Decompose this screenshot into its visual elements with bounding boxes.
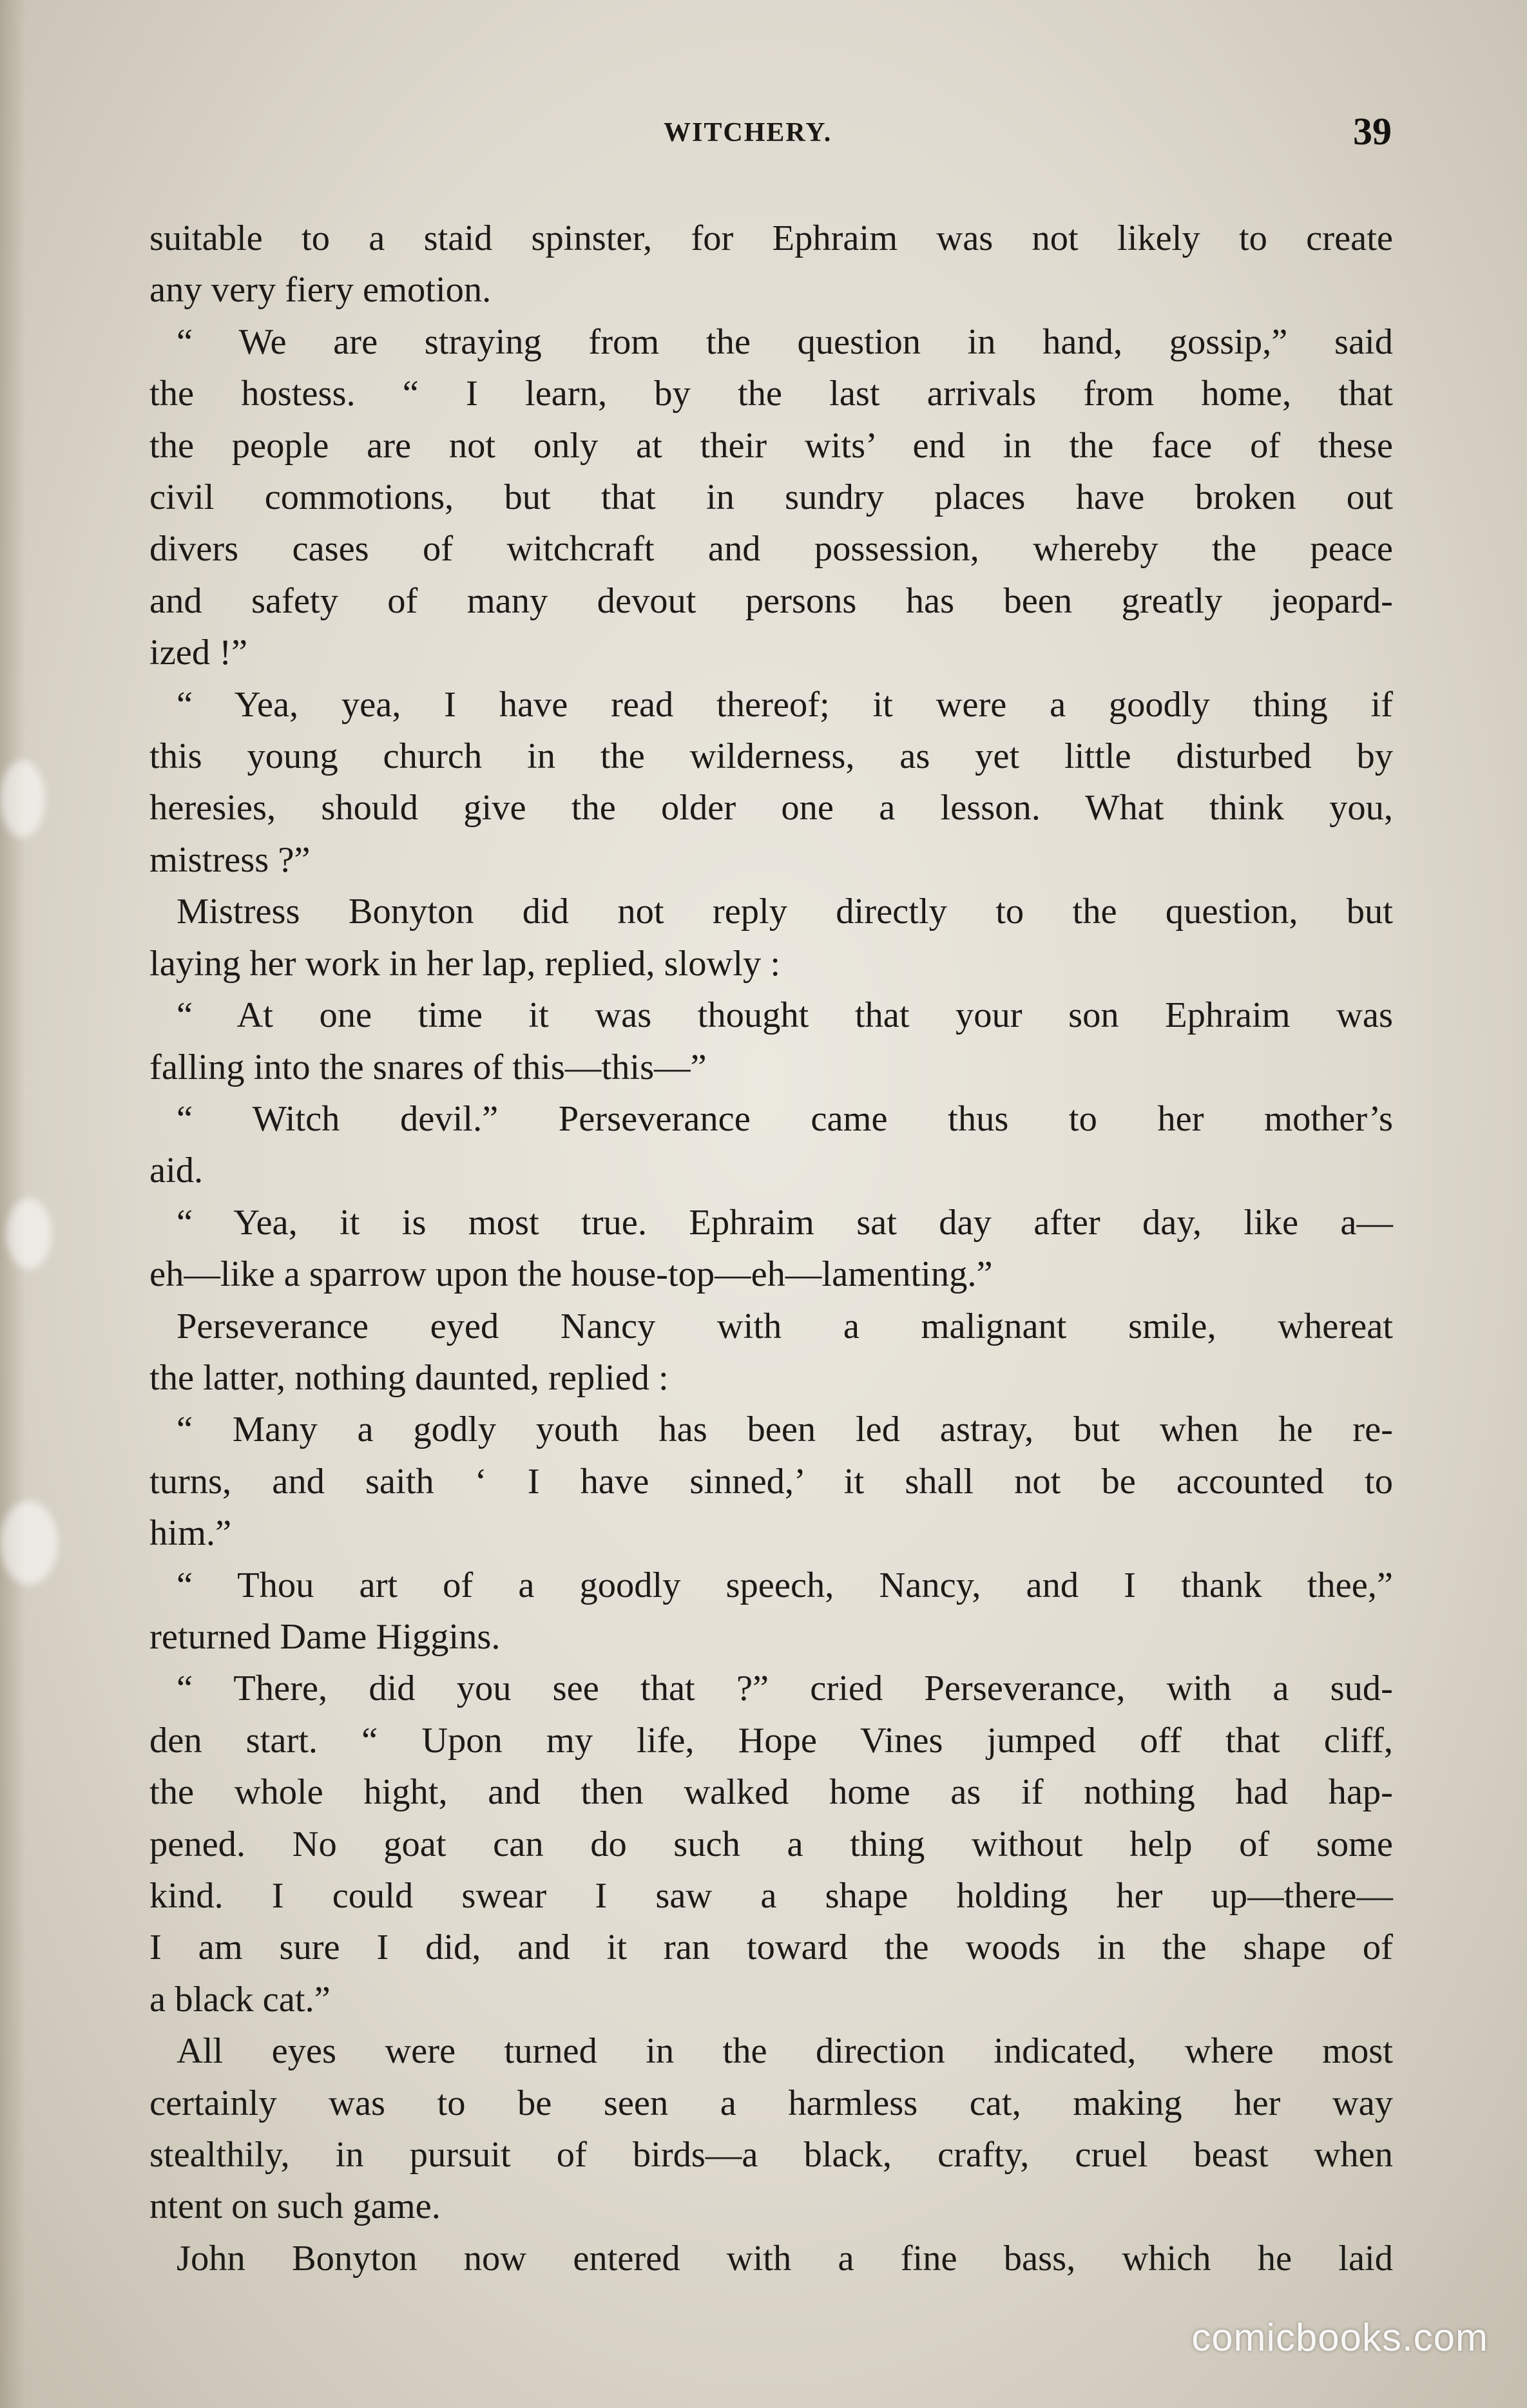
text-line: John Bonyton now entered with a fine bass, which he laid xyxy=(177,2238,1393,2279)
text-line: Mistress Bonyton did not reply directly to the question, but xyxy=(177,892,1393,932)
text-line: turns, and saith ‘ I have sinned,’ it shall not be accounted to xyxy=(149,1461,1393,1502)
text-line: stealthily, in pursuit of birds—a black, crafty, cruel beast when xyxy=(149,2135,1393,2175)
body-text xyxy=(149,213,1393,2293)
text-line: “ We are straying from the question in hand, gossip,” said xyxy=(177,321,1393,362)
watermark-logo: comicbooks.com xyxy=(1191,2316,1488,2359)
text-line: den start. “ Upon my life, Hope Vines jumped off that cliff, xyxy=(149,1720,1393,1761)
text-line: All eyes were turned in the direction indicated, where most xyxy=(177,2031,1393,2072)
text-line: divers cases of witchcraft and possession, whereby the peace xyxy=(149,529,1393,569)
text-line: eh—like a sparrow upon the house-top—eh—lamenting.” xyxy=(149,1254,993,1295)
paper-stain xyxy=(0,1501,58,1585)
text-line: “ At one time it was thought that your son Ephraim was xyxy=(177,995,1393,1036)
page-header xyxy=(155,110,1405,167)
text-line: the latter, nothing daunted, replied : xyxy=(149,1357,669,1398)
text-line: “ Many a godly youth has been led astray, but when he re- xyxy=(177,1409,1393,1450)
text-line: falling into the snares of this—this—” xyxy=(149,1047,707,1087)
text-line: and safety of many devout persons has been greatly jeopard- xyxy=(149,580,1393,621)
text-line: laying her work in her lap, replied, slowly : xyxy=(149,943,781,984)
text-line: “ Yea, it is most true. Ephraim sat day after day, like a— xyxy=(177,1202,1393,1243)
text-line: kind. I could swear I saw a shape holding her up—there— xyxy=(149,1876,1393,1916)
text-line: “ Thou art of a goodly speech, Nancy, and I thank thee,” xyxy=(177,1565,1393,1605)
text-line: returned Dame Higgins. xyxy=(149,1616,501,1657)
text-line: the people are not only at their wits’ end in the face of these xyxy=(149,425,1393,466)
running-head: WITCHERY. xyxy=(664,118,832,148)
text-line: I am sure I did, and it ran toward the woods in the shape of xyxy=(149,1927,1393,1968)
text-line: “ Witch devil.” Perseverance came thus to her mother’s xyxy=(177,1098,1393,1139)
text-line: suitable to a staid spinster, for Ephraim was not likely to create xyxy=(149,218,1393,258)
text-line: pened. No goat can do such a thing without help of some xyxy=(149,1824,1393,1864)
paper-stain xyxy=(0,760,45,837)
text-line: ized !” xyxy=(149,633,248,673)
text-line: “ There, did you see that ?” cried Perseverance, with a sud- xyxy=(177,1668,1393,1709)
text-line: Perseverance eyed Nancy with a malignant smile, whereat xyxy=(177,1306,1393,1346)
text-line: “ Yea, yea, I have read thereof; it were a goodly thing if xyxy=(177,684,1393,725)
text-line: any very fiery emotion. xyxy=(149,270,492,311)
text-line: the hostess. “ I learn, by the last arrivals from home, that xyxy=(149,374,1393,414)
text-line: heresies, should give the older one a lesson. What think you, xyxy=(149,788,1393,828)
text-line: this young church in the wilderness, as yet little disturbed by xyxy=(149,736,1393,777)
paper-stain xyxy=(6,1198,52,1269)
text-line: him.” xyxy=(149,1513,232,1554)
text-line: ntent on such game. xyxy=(149,2186,441,2227)
text-line: civil commotions, but that in sundry places have broken out xyxy=(149,477,1393,518)
text-line: certainly was to be seen a harmless cat, making her way xyxy=(149,2083,1393,2123)
text-line: the whole hight, and then walked home as if nothing had hap- xyxy=(149,1772,1393,1813)
text-line: mistress ?” xyxy=(149,839,311,880)
page-number: 39 xyxy=(1353,110,1392,153)
text-line: aid. xyxy=(149,1151,204,1191)
text-line: a black cat.” xyxy=(149,1979,331,2020)
